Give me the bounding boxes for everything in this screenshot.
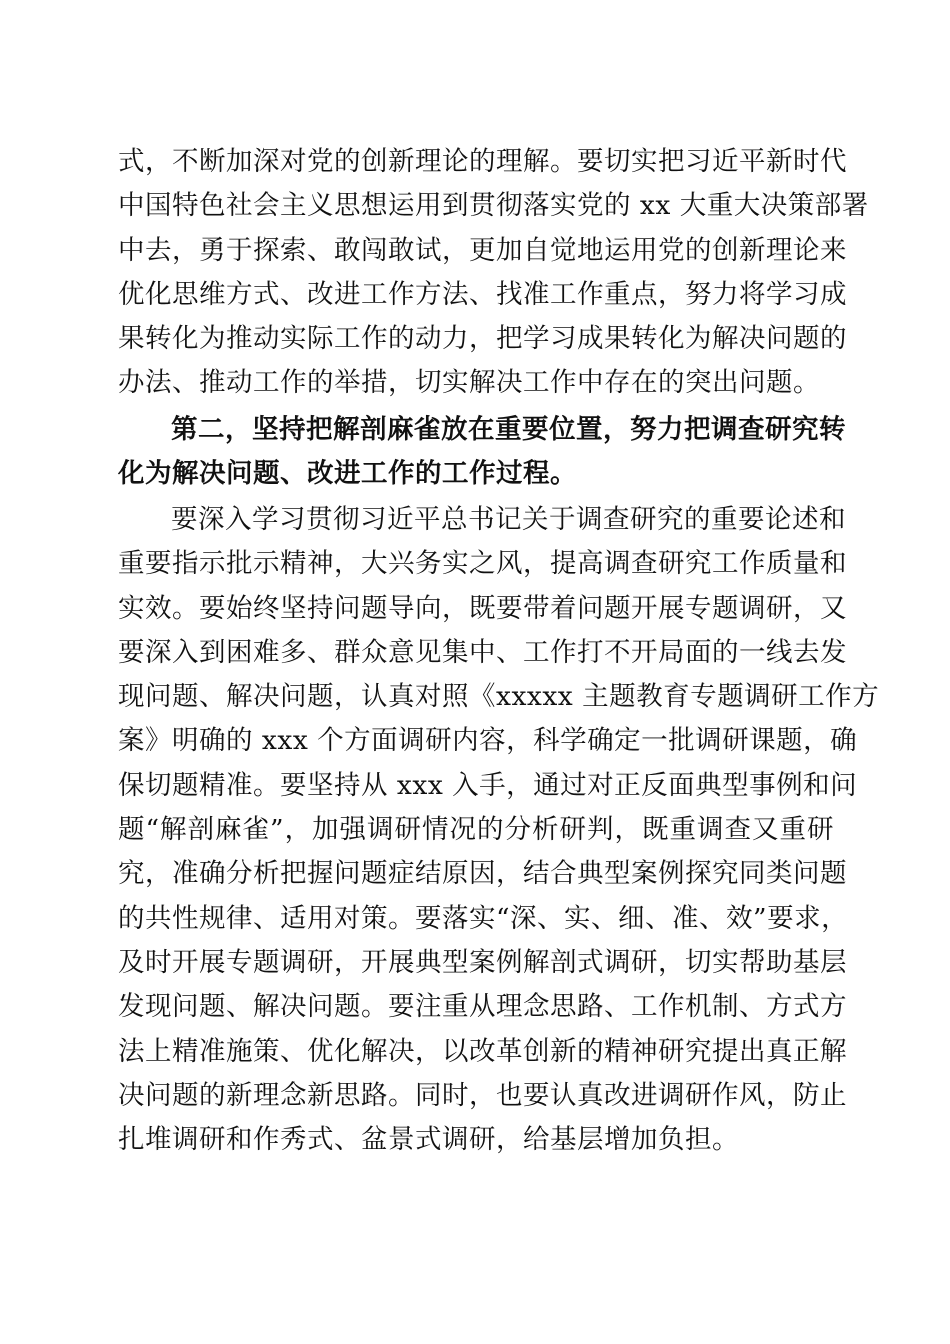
text-line: 中国特色社会主义思想运用到贯彻落实党的 xx 大重大决策部署 [118, 190, 869, 222]
text-line: 题“解剖麻雀”，加强调研情况的分析研判，既重调查又重研 [118, 814, 834, 846]
text-line: 优化思维方式、改进工作方法、找准工作重点，努力将学习成 [118, 278, 847, 310]
text-line: 果转化为推动实际工作的动力，把学习成果转化为解决问题的 [118, 323, 847, 355]
text-line: 发现问题、解决问题。要注重从理念思路、工作机制、方式方 [118, 991, 847, 1023]
text-line: 式，不断加深对党的创新理论的理解。要切实把习近平新时代 [118, 146, 847, 177]
text-line: 要深入学习贯彻习近平总书记关于调查研究的重要论述和 [171, 504, 846, 535]
text-line: 实效。要始终坚持问题导向，既要带着问题开展专题调研，又 [118, 592, 847, 624]
text-line: 重要指示批示精神，大兴务实之风，提高调查研究工作质量和 [118, 548, 847, 580]
text-line: 办法、推动工作的举措，切实解决工作中存在的突出问题。 [118, 367, 820, 399]
heading-line: 第二，坚持把解剖麻雀放在重要位置，努力把调查研究转 [171, 414, 846, 445]
text-line: 现问题、解决问题，认真对照《xxxxx 主题教育专题调研工作方 [118, 681, 880, 713]
text-line: 要深入到困难多、群众意见集中、工作打不开局面的一线去发 [118, 636, 847, 668]
paragraph-continuation [118, 140, 869, 406]
heading-line: 化为解决问题、改进工作的工作过程。 [118, 458, 577, 490]
text-line: 决问题的新理念新思路。同时，也要认真改进调研作风，防止 [118, 1079, 847, 1111]
paragraph-body [118, 498, 880, 1162]
text-line: 及时开展专题调研，开展典型案例解剖式调研，切实帮助基层 [118, 946, 847, 978]
text-line: 保切题精准。要坚持从 xxx 入手，通过对正反面典型事例和问 [118, 769, 858, 801]
text-line: 扎堆调研和作秀式、盆景式调研，给基层增加负担。 [118, 1124, 739, 1156]
text-line: 法上精准施策、优化解决，以改革创新的精神研究提出真正解 [118, 1035, 847, 1067]
text-line: 的共性规律、适用对策。要落实“深、实、细、准、效”要求， [118, 902, 849, 934]
text-line: 究，准确分析把握问题症结原因，结合典型案例探究同类问题 [118, 858, 847, 890]
text-line: 中去，勇于探索、敢闯敢试，更加自觉地运用党的创新理论来 [118, 234, 847, 266]
section-heading-2 [118, 408, 846, 497]
text-line: 案》明确的 xxx 个方面调研内容，科学确定一批调研课题，确 [118, 725, 858, 757]
